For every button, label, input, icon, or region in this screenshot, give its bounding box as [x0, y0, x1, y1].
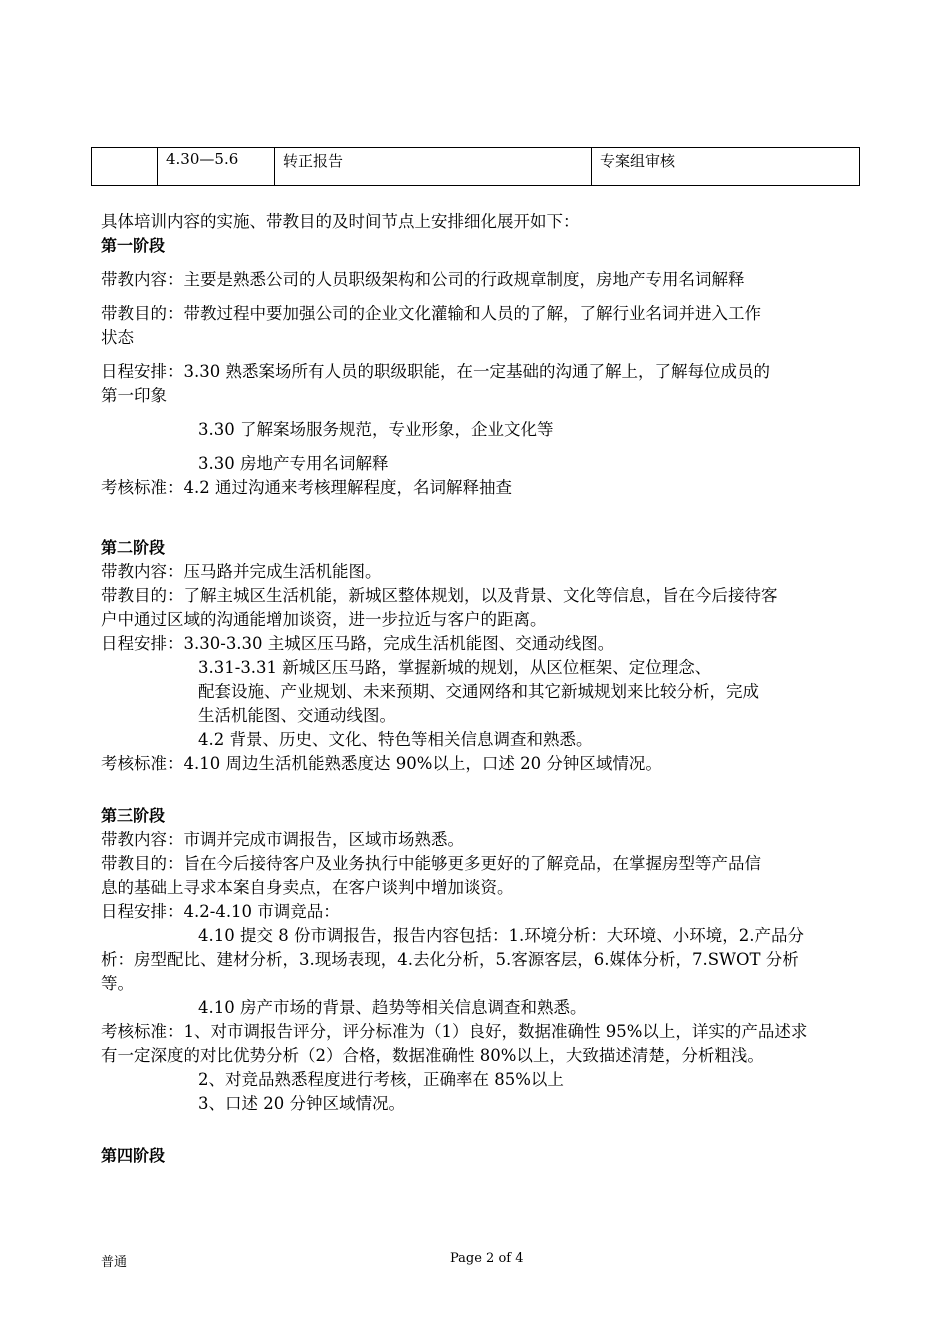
stage1-schedule-line1: 日程安排：3.30 熟悉案场所有人员的职级职能，在一定基础的沟通了解上，了解每位成员的: [101, 362, 770, 381]
stage1-assessment: 考核标准：4.2 通过沟通来考核理解程度，名词解释抽查: [101, 478, 512, 497]
stage2-content: 带教内容：压马路并完成生活机能图。: [101, 562, 382, 581]
stage3-schedule-line5: 4.10 房产市场的背景、趋势等相关信息调查和熟悉。: [198, 998, 587, 1017]
table-cell-index: [92, 148, 158, 186]
table-cell-date: 4.30—5.6: [158, 148, 275, 186]
document-body: [101, 210, 861, 1168]
stage4-heading: 第四阶段: [101, 1146, 166, 1165]
stage1-heading: 第一阶段: [101, 236, 166, 255]
stage2-assessment: 考核标准：4.10 周边生活机能熟悉度达 90%以上，口述 20 分钟区域情况。: [101, 754, 662, 773]
stage2-schedule-line4: 生活机能图、交通动线图。: [198, 706, 396, 725]
stage2-schedule-line5: 4.2 背景、历史、文化、特色等相关信息调查和熟悉。: [198, 730, 593, 749]
stage1-schedule-line3: 3.30 了解案场服务规范，专业形象，企业文化等: [198, 420, 554, 439]
stage3-purpose-line1: 带教目的：旨在今后接待客户及业务执行中能够更多更好的了解竞品，在掌握房型等产品信: [101, 854, 761, 873]
stage1-purpose-line2: 状态: [101, 328, 134, 347]
stage3-heading: 第三阶段: [101, 806, 166, 825]
stage2-schedule-line2: 3.31-3.31 新城区压马路，掌握新城的规划，从区位框架、定位理念、: [198, 658, 712, 677]
stage3-content: 带教内容：市调并完成市调报告，区域市场熟悉。: [101, 830, 464, 849]
intro-text: 具体培训内容的实施、带教目的及时间节点上安排细化展开如下：: [101, 212, 580, 231]
stage3-schedule-line4: 等。: [101, 974, 134, 993]
footer-classification: 普通: [101, 1255, 128, 1270]
table-cell-owner: 专案组审核: [592, 148, 860, 186]
stage3-assessment-line2: 有一定深度的对比优势分析（2）合格，数据准确性 80%以上，大致描述清楚，分析粗浅。: [101, 1046, 764, 1065]
footer-page-number: Page 2 of 4: [450, 1251, 524, 1266]
stage2-heading: 第二阶段: [101, 538, 166, 557]
stage3-assessment-line1: 考核标准：1、对市调报告评分，评分标准为（1）良好，数据准确性 95%以上，详实的产品述求: [101, 1022, 808, 1041]
stage2-purpose-line2: 户中通过区域的沟通能增加谈资，进一步拉近与客户的距离。: [101, 610, 547, 629]
stage3-schedule-line3: 析：房型配比、建材分析，3.现场表现，4.去化分析，5.客源客层，6.媒体分析，7.SWOT 分析: [101, 950, 799, 969]
stage2-schedule-line1: 日程安排：3.30-3.30 主城区压马路，完成生活机能图、交通动线图。: [101, 634, 615, 653]
stage3-schedule-line1: 日程安排：4.2-4.10 市调竞品：: [101, 902, 340, 921]
stage1-schedule-line2: 第一印象: [101, 386, 167, 405]
stage2-schedule-line3: 配套设施、产业规划、未来预期、交通网络和其它新城规划来比较分析，完成: [198, 682, 759, 701]
table-cell-task: 转正报告: [275, 148, 592, 186]
stage2-purpose-line1: 带教目的：了解主城区生活机能，新城区整体规划，以及背景、文化等信息，旨在今后接待客: [101, 586, 778, 605]
stage3-assessment-line3: 2、对竞品熟悉程度进行考核，正确率在 85%以上: [198, 1070, 564, 1089]
schedule-table: [91, 147, 860, 186]
stage3-assessment-line4: 3、口述 20 分钟区域情况。: [198, 1094, 405, 1113]
stage1-schedule-line4: 3.30 房地产专用名词解释: [198, 454, 389, 473]
stage1-content: 带教内容：主要是熟悉公司的人员职级架构和公司的行政规章制度，房地产专用名词解释: [101, 270, 745, 289]
stage3-purpose-line2: 息的基础上寻求本案自身卖点，在客户谈判中增加谈资。: [101, 878, 514, 897]
table-row: [92, 148, 860, 186]
stage3-schedule-line2: 4.10 提交 8 份市调报告，报告内容包括：1.环境分析：大环境、小环境，2.产品分: [198, 926, 804, 945]
stage1-purpose-line1: 带教目的：带教过程中要加强公司的企业文化灌输和人员的了解，了解行业名词并进入工作: [101, 304, 761, 323]
